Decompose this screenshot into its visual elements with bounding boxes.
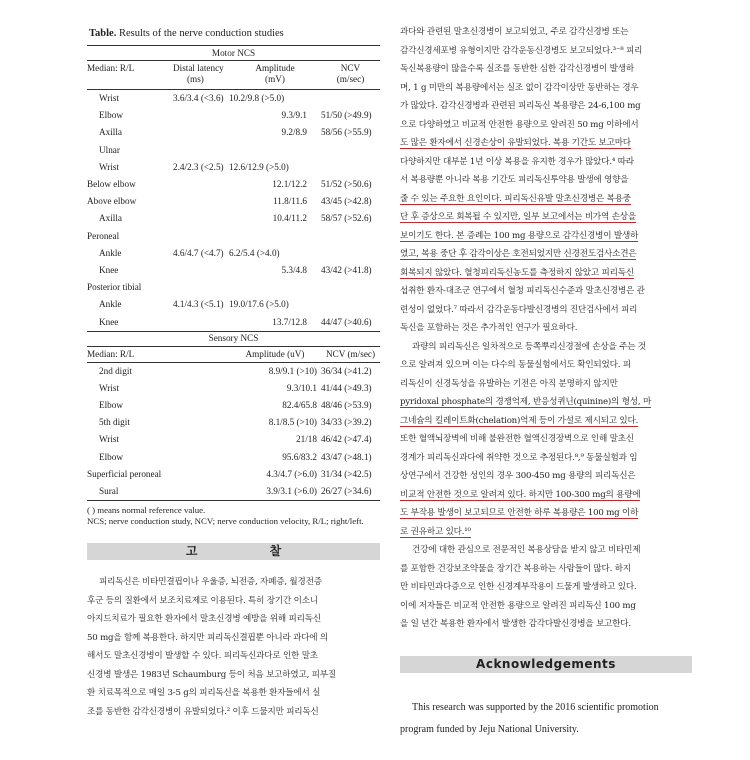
latency-unit: (ms) xyxy=(187,74,204,84)
line-text: 과다와 관련된 말초신경병이 보고되었고, 주로 감각신경병 또는 xyxy=(400,27,629,37)
motor-cell-amplitude: 11.8/11.6 xyxy=(272,196,307,207)
sensory-cell-name: Wrist xyxy=(99,434,120,445)
ncv-label: NCV xyxy=(340,63,361,73)
discussion-left-text xyxy=(87,573,380,721)
underlined-text: 도 많은 환자에서 신경손상이 유발되었다. 복용 기간도 보고마다 xyxy=(400,138,631,148)
discussion-line xyxy=(400,79,692,98)
underlined-text: 도 부작용 발생이 보고되므로 안전한 하루 복용량은 100 mg 이하 xyxy=(400,508,639,518)
sensory-cell-ncv: 48/46 (>53.9) xyxy=(321,400,372,411)
sensory-row xyxy=(87,466,380,483)
motor-cell-amplitude: 19.0/17.6 (>5.0) xyxy=(229,299,289,310)
motor-cell-name: Knee xyxy=(99,264,119,275)
sensory-header-ncv: NCV (m/sec) xyxy=(321,346,380,362)
motor-row xyxy=(87,313,380,331)
motor-cell-latency xyxy=(173,107,229,124)
motor-cell-name: Ulnar xyxy=(99,144,120,155)
underlined-text: 로 권유하고 있다.¹⁰ xyxy=(400,526,471,537)
motor-cell-ncv: 43/42 (>41.8) xyxy=(321,264,372,275)
motor-cell-amplitude: 9.3/9.1 xyxy=(281,110,307,121)
motor-cell-ncv: 51/52 (>50.6) xyxy=(321,179,372,190)
motor-cell-ncv: 44/47 (>40.6) xyxy=(321,313,380,331)
underlined-text: 단 후 증상으로 회복될 수 있지만, 일부 보고에서는 비가역 손상을 xyxy=(400,212,636,222)
line-text: 으로 다양하였고 비교적 안전한 용량으로 알려진 50 mg 이하에서 xyxy=(400,119,639,130)
discussion-line xyxy=(400,42,692,61)
sensory-header-name: Median: R/L xyxy=(87,346,229,362)
discussion-line: 신경병 발생은 1983년 Schaumburg 등이 처음 보고하였고, 피부질 xyxy=(87,669,336,680)
underlined-text: 보이기도 한다. 본 증례는 100 mg 용량으로 감각신경병이 발생하 xyxy=(400,230,639,241)
motor-cell-latency xyxy=(173,176,229,193)
motor-cell-name: Peroneal xyxy=(87,230,120,241)
line-text: 과량의 피리독신은 일차적으로 등쪽뿌리신경절에 손상을 주는 것 xyxy=(412,341,646,352)
motor-row xyxy=(87,124,380,141)
line-text: 독신을 포함하는 것은 추가적인 연구가 필요하다. xyxy=(400,323,578,333)
motor-row xyxy=(87,279,380,296)
motor-cell-ncv xyxy=(321,228,380,245)
motor-cell-name: Ankle xyxy=(99,299,122,310)
discussion-line: 해서도 말초신경병이 발생할 수 있다. 피리독신과다로 인한 말초 xyxy=(87,651,318,662)
motor-cell-ncv: 58/56 (>55.9) xyxy=(321,127,372,138)
motor-cell-name: Elbow xyxy=(99,110,123,121)
discussion-line xyxy=(400,449,692,468)
motor-cell-ncv xyxy=(321,279,380,296)
sensory-cell-amplitude: 9.3/10.1 xyxy=(286,382,317,393)
nerve-conduction-table xyxy=(87,45,380,501)
discussion-line xyxy=(400,301,692,320)
discussion-line xyxy=(400,615,692,634)
discussion-line: 50 mg을 함께 복용한다. 하지만 피리독신결핍뿐 아니라 과다에 의 xyxy=(87,632,329,643)
line-text: 감각신경세포병 유형이지만 감각운동신경병도 보고되었다.³⁻⁸ 피리 xyxy=(400,45,643,56)
discussion-line xyxy=(400,134,692,153)
discussion-line xyxy=(400,412,692,431)
motor-cell-amplitude: 13.7/12.8 xyxy=(229,313,321,331)
motor-cell-amplitude: 12.1/12.2 xyxy=(272,179,307,190)
motor-cell-amplitude: 10.2/9.8 (>5.0) xyxy=(229,93,285,104)
sensory-cell-amplitude: 82.4/65.8 xyxy=(282,400,317,411)
line-text: 섭취한 환자-대조군 연구에서 혈청 피리독신수준과 말초신경병은 관 xyxy=(400,286,645,296)
motor-cell-amplitude xyxy=(229,228,321,245)
motor-cell-latency xyxy=(173,210,229,227)
line-text: 며, 1 g 미만의 복용량에서는 실조 없이 감각이상만 동반하는 경우 xyxy=(400,82,639,93)
sensory-ncs-title-row xyxy=(87,331,380,346)
discussion-line xyxy=(400,153,692,172)
motor-cell-ncv: 43/45 (>42.8) xyxy=(321,196,372,207)
motor-cell-ncv xyxy=(321,245,380,262)
line-text: 경계가 피리독신과다에 취약한 것으로 추정된다.⁸,⁹ 동물실험과 임 xyxy=(400,452,638,463)
motor-cell-ncv: 51/50 (>49.9) xyxy=(321,110,372,121)
sensory-cell-amplitude: 4.3/4.7 (>6.0) xyxy=(266,468,317,479)
motor-cell-name: Below elbow xyxy=(87,179,136,190)
discussion-line xyxy=(400,319,692,338)
motor-cell-latency xyxy=(173,142,229,159)
discussion-line xyxy=(400,541,692,560)
sensory-cell-amplitude: 8.9/9.1 (>10) xyxy=(268,365,317,376)
discussion-line xyxy=(400,190,692,209)
motor-header-row xyxy=(87,61,380,90)
discussion-line xyxy=(400,97,692,116)
motor-row xyxy=(87,262,380,279)
motor-ncs-title-row xyxy=(87,46,380,61)
sensory-row xyxy=(87,397,380,414)
sensory-cell-ncv: 41/44 (>49.3) xyxy=(321,382,372,393)
sensory-row xyxy=(87,362,380,380)
underlined-text: 비교적 안전한 것으로 알려져 있다. 하지만 100-300 mg의 용량에 xyxy=(400,489,641,500)
line-text: 으로 알려져 있으며 이는 다수의 동물실험에서도 확인되었다. 피 xyxy=(400,360,631,370)
discussion-paragraph-2 xyxy=(400,338,692,542)
sensory-row xyxy=(87,414,380,431)
sensory-row xyxy=(87,449,380,466)
sensory-cell-name: 5th digit xyxy=(99,417,130,428)
motor-cell-ncv xyxy=(321,142,380,159)
underlined-text: 그네슘의 킬레이트화(chelation)억제 등이 가설로 제시되고 있다. xyxy=(400,415,639,426)
motor-row xyxy=(87,193,380,210)
motor-cell-latency xyxy=(173,228,229,245)
sensory-cell-ncv: 36/34 (>41.2) xyxy=(321,365,372,376)
discussion-line xyxy=(400,560,692,579)
motor-cell-latency: 4.6/4.7 (<4.7) xyxy=(173,247,224,258)
discussion-line xyxy=(400,171,692,190)
table-note-abbreviations: NCS; nerve conduction study, NCV; nerve conduction velocity, R/L; right/left. xyxy=(87,516,364,527)
discussion-paragraph-1 xyxy=(400,23,692,338)
sensory-row xyxy=(87,483,380,501)
sensory-cell-amplitude: 8.1/8.5 (>10) xyxy=(268,417,317,428)
sensory-cell-name: 2nd digit xyxy=(99,365,132,376)
table-label: Table. xyxy=(89,28,117,39)
acknowledgements-heading: Acknowledgements xyxy=(400,656,692,673)
sensory-header-amplitude: Amplitude (uV) xyxy=(229,346,321,362)
ncv-unit: (m/sec) xyxy=(336,74,365,84)
sensory-cell-name: Elbow xyxy=(99,400,123,411)
motor-cell-amplitude: 10.4/11.2 xyxy=(272,213,307,224)
table-notes xyxy=(87,505,380,527)
motor-cell-latency xyxy=(173,313,229,331)
sensory-cell-ncv: 34/33 (>39.2) xyxy=(321,417,372,428)
motor-cell-latency xyxy=(173,262,229,279)
motor-cell-name: Ankle xyxy=(99,247,122,258)
discussion-line xyxy=(400,116,692,135)
motor-cell-latency: 2.4/2.3 (<2.5) xyxy=(173,161,224,172)
motor-cell-ncv xyxy=(321,296,380,313)
motor-header-name: Median: R/L xyxy=(87,61,173,90)
discussion-line xyxy=(400,523,692,542)
motor-cell-amplitude: 5.3/4.8 xyxy=(281,264,307,275)
line-text: 독신복용량이 많을수록 실조를 동반한 심한 감각신경병이 발생하 xyxy=(400,64,634,74)
motor-ncs-title: Motor NCS xyxy=(87,46,380,61)
sensory-cell-amplitude: 95.6/83.2 xyxy=(282,451,317,462)
discussion-line xyxy=(400,486,692,505)
sensory-cell-ncv: 31/34 (>42.5) xyxy=(321,468,372,479)
motor-cell-amplitude: 12.6/12.9 (>5.0) xyxy=(229,161,289,172)
line-text: 을 일 년간 복용한 환자에서 발생한 감각다발신경병을 보고한다. xyxy=(400,619,631,629)
motor-header-amplitude xyxy=(229,61,321,90)
discussion-line xyxy=(400,375,692,394)
discussion-line xyxy=(400,504,692,523)
discussion-line xyxy=(400,356,692,375)
motor-row xyxy=(87,142,380,159)
discussion-line xyxy=(400,245,692,264)
sensory-cell-name: Wrist xyxy=(99,382,120,393)
motor-header-latency xyxy=(173,61,229,90)
sensory-cell-name: Sural xyxy=(87,483,229,501)
discussion-line: 환 치료목적으로 매일 3-5 g의 피리독신을 복용한 환자들에서 실 xyxy=(87,688,321,699)
sensory-row xyxy=(87,431,380,448)
discussion-line xyxy=(400,23,692,42)
line-text: 상연구에서 건강한 성인의 경우 300-450 mg 용량의 피리독신은 xyxy=(400,471,636,481)
motor-cell-amplitude: 9.2/8.9 xyxy=(281,127,307,138)
sensory-cell-amplitude: 3.9/3.1 (>6.0) xyxy=(229,483,321,501)
amplitude-label: Amplitude xyxy=(255,63,295,73)
discussion-line xyxy=(400,60,692,79)
motor-cell-latency: 4.1/4.3 (<5.1) xyxy=(173,299,224,310)
discussion-line xyxy=(400,227,692,246)
sensory-cell-name: Elbow xyxy=(99,451,123,462)
discussion-line xyxy=(400,338,692,357)
discussion-line xyxy=(400,597,692,616)
discussion-line: 조를 동반한 감각신경병이 유발되었다.² 이후 드물지만 피리독신 xyxy=(87,706,319,717)
sensory-header-row xyxy=(87,346,380,362)
sensory-cell-amplitude: 21/18 xyxy=(296,434,317,445)
motor-cell-name: Above elbow xyxy=(87,196,137,207)
line-text: 련성이 없었다.⁷ 따라서 감각운동다발신경병의 진단검사에서 피리 xyxy=(400,304,638,315)
sensory-row xyxy=(87,380,380,397)
discussion-heading: 고 찰 xyxy=(87,543,380,560)
line-text: 건강에 대한 관심으로 전문적인 복용상담을 받지 않고 비타민제 xyxy=(412,545,641,555)
line-text: 가 많았다. 감각신경병과 관련된 피리독신 복용량은 24-6,100 mg xyxy=(400,101,641,111)
acknowledgements-text: This research was supported by the 2016 scientific promotion program funded by Jeju National University. xyxy=(400,701,659,735)
motor-row xyxy=(87,159,380,176)
sensory-cell-ncv: 26/27 (>34.6) xyxy=(321,483,380,501)
line-text: 또한 혈액뇌장벽에 비해 불완전한 혈액신경장벽으로 인해 말초신 xyxy=(400,434,634,444)
table-note-reference: ( ) means normal reference value. xyxy=(87,505,206,516)
motor-cell-name: Wrist xyxy=(99,93,120,104)
motor-row xyxy=(87,176,380,193)
line-text: 를 포함한 건강보조약물을 장기간 복용하는 사람들이 많다. 하지 xyxy=(400,563,631,574)
discussion-line: 후군 등의 질환에서 보조치료제로 이용된다. 특히 장기간 이소니 xyxy=(87,595,318,606)
discussion-line xyxy=(400,393,692,412)
motor-cell-name: Posterior tibial xyxy=(87,282,142,293)
right-column xyxy=(400,23,692,741)
discussion-line xyxy=(400,430,692,449)
motor-cell-name: Knee xyxy=(87,313,173,331)
motor-cell-amplitude xyxy=(229,279,321,296)
line-text: 리독신이 신경독성을 유발하는 기전은 아직 분명하지 않지만 xyxy=(400,378,618,389)
motor-cell-latency xyxy=(173,124,229,141)
underlined-text: pyridoxal phosphate의 경쟁억제, 반응성퀴닌(quinine)의 형성, 마 xyxy=(400,397,652,407)
amplitude-unit: (mV) xyxy=(265,74,285,84)
motor-cell-name: Axilla xyxy=(99,127,122,138)
discussion-line xyxy=(400,578,692,597)
latency-label: Distal latency xyxy=(173,63,224,73)
discussion-paragraph-3 xyxy=(400,541,692,634)
motor-cell-latency: 3.6/3.4 (<3.6) xyxy=(173,93,224,104)
motor-cell-name: Axilla xyxy=(99,213,122,224)
sensory-ncs-title: Sensory NCS xyxy=(87,331,380,346)
discussion-line: 아지드치료가 필요한 환자에서 말초신경병 예방을 위해 피리독신 xyxy=(87,614,321,625)
line-text: 만 비타민과다증으로 인한 신경계부작용이 드물게 발생하고 있다. xyxy=(400,582,637,592)
sensory-cell-name: Superficial peroneal xyxy=(87,468,162,479)
underlined-text: 회복되지 않았다. 혈청피리독신농도를 측정하지 않았고 피리독신 xyxy=(400,267,634,278)
line-text: 다양하지만 대부분 1년 이상 복용을 유지한 경우가 많았다.⁴ 따라 xyxy=(400,156,634,167)
motor-cell-latency xyxy=(173,193,229,210)
motor-cell-ncv xyxy=(321,90,380,108)
motor-cell-ncv: 58/57 (>52.6) xyxy=(321,213,372,224)
motor-cell-amplitude: 6.2/5.4 (>4.0) xyxy=(229,247,280,258)
discussion-line: 피리독신은 비타민결핍이나 우울증, 뇌전증, 자폐증, 월경전증 xyxy=(99,577,322,588)
motor-row xyxy=(87,296,380,313)
underlined-text: 줄 수 있는 주요한 요인이다. 피리독신유발 말초신경병은 복용중 xyxy=(400,193,631,204)
sensory-cell-ncv: 43/47 (>48.1) xyxy=(321,451,372,462)
discussion-line xyxy=(400,264,692,283)
motor-row xyxy=(87,90,380,108)
table-title: Results of the nerve conduction studies xyxy=(116,28,284,39)
motor-cell-ncv xyxy=(321,159,380,176)
motor-row xyxy=(87,210,380,227)
line-text: 서 복용량뿐 아니라 복용 기간도 피리독신투약용 발생에 영향을 xyxy=(400,175,629,185)
motor-row xyxy=(87,245,380,262)
discussion-line xyxy=(400,467,692,486)
motor-cell-amplitude xyxy=(229,142,321,159)
sensory-cell-ncv: 46/42 (>47.4) xyxy=(321,434,372,445)
motor-cell-name: Wrist xyxy=(99,161,120,172)
underlined-text: 였고, 복용 중단 후 감각이상은 호전되었지만 신경전도검사소견은 xyxy=(400,249,637,259)
table-caption xyxy=(89,28,380,39)
line-text: 이에 저자들은 비교적 안전한 용량으로 알려진 피리독신 100 mg xyxy=(400,600,636,611)
motor-row xyxy=(87,228,380,245)
left-column xyxy=(87,28,380,721)
motor-cell-latency xyxy=(173,279,229,296)
motor-row xyxy=(87,107,380,124)
motor-header-ncv xyxy=(321,61,380,90)
discussion-line xyxy=(400,282,692,301)
discussion-line xyxy=(400,208,692,227)
